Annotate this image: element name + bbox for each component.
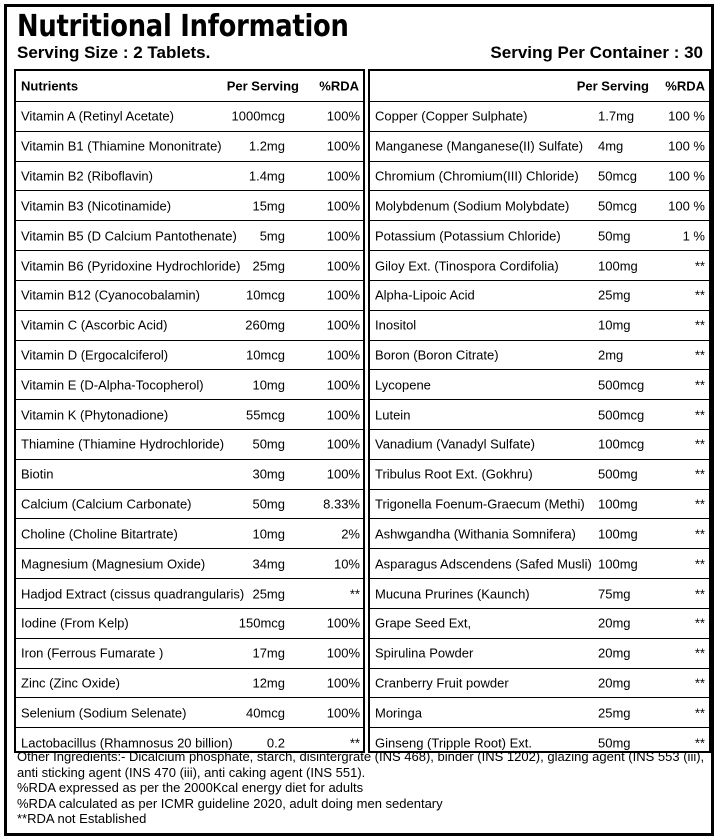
per-serving-value: 1000mcg (231, 108, 285, 124)
nutrient-name: Grape Seed Ext, (375, 615, 472, 631)
rda-value: 100% (326, 377, 360, 393)
table-row (370, 280, 709, 310)
nutrient-name: Manganese (Manganese(II) Sulfate) (375, 138, 584, 154)
nutrient-name: Vitamin D (Ergocalciferol) (21, 347, 169, 363)
rda-value: 100 % (668, 138, 705, 154)
header-per-serving: Per Serving (226, 78, 299, 94)
nutrient-name: Molybdenum (Sodium Molybdate) (375, 198, 570, 214)
nutrient-name: Potassium (Potassium Chloride) (375, 228, 561, 244)
rda-value: 1 % (682, 228, 705, 244)
per-serving-value: 1.7mg (598, 108, 635, 124)
other-ingredients: Other Ingredients:- Dicalcium phosphate, starch, disintergrate (INS 468), binder (INS 1202), glazing agent (INS 553 (iii), anti sticking agent (INS 470 (iii), anti caking agent (INS 551). (17, 749, 705, 780)
per-serving-value: 75mg (598, 586, 631, 602)
table-row (370, 578, 709, 608)
per-serving-value: 15mg (252, 198, 285, 214)
rda-value: ** (694, 645, 705, 661)
rda-value: ** (694, 377, 705, 393)
table-row (370, 668, 709, 698)
rda-note-not-established: **RDA not Established (17, 811, 147, 826)
table-row (16, 220, 363, 250)
rda-value: 100 % (668, 108, 705, 124)
per-serving-value: 10mg (252, 526, 285, 542)
table-row (370, 489, 709, 519)
rda-value: 100% (326, 258, 360, 273)
nutrition-panel (4, 4, 714, 836)
per-serving-value: 17mg (252, 645, 285, 661)
header-per-serving: Per Serving (576, 78, 649, 94)
per-serving-value: 10mcg (245, 287, 285, 303)
table-row (370, 310, 709, 340)
per-serving-value: 50mcg (598, 198, 638, 214)
per-serving-value: 34mg (252, 556, 285, 572)
header-rda: %RDA (665, 78, 705, 94)
table-row (370, 459, 709, 489)
per-serving-value: 100mg (598, 258, 638, 273)
table-row (16, 578, 363, 608)
per-serving-value: 100mg (598, 526, 638, 542)
per-serving-value: 10mg (598, 317, 631, 333)
rda-value: 100% (326, 436, 360, 452)
rda-value: 100% (326, 317, 360, 333)
left-nutrient-table (14, 69, 365, 753)
table-row (16, 369, 363, 399)
nutrient-name: Cranberry Fruit powder (375, 675, 509, 691)
per-serving-value: 50mg (598, 735, 631, 751)
nutrient-name: Asparagus Adscendens (Safed Musli) (375, 556, 592, 572)
table-row (370, 638, 709, 668)
nutrient-name: Boron (Boron Citrate) (375, 347, 499, 363)
table-row (16, 310, 363, 340)
table-row (370, 399, 709, 429)
nutrient-name: Vitamin C (Ascorbic Acid) (21, 317, 168, 333)
nutrient-name: Choline (Choline Bitartrate) (21, 526, 178, 542)
rda-value: ** (694, 317, 705, 333)
nutrient-name: Hadjod Extract (cissus quadrangularis) (21, 586, 245, 602)
nutrient-name: Selenium (Sodium Selenate) (21, 705, 187, 721)
rda-value: ** (694, 586, 705, 602)
per-serving-value: 500mcg (598, 407, 645, 423)
per-serving-value: 20mg (598, 645, 631, 661)
rda-value: 8.33% (323, 496, 360, 512)
rda-value: 2% (341, 526, 360, 542)
nutrient-name: Biotin (21, 466, 54, 482)
nutrient-name: Lycopene (375, 377, 431, 393)
per-serving-value: 2mg (598, 347, 624, 363)
rda-value: ** (349, 586, 360, 602)
per-serving-value: 1.4mg (248, 168, 285, 184)
rda-value: ** (694, 407, 705, 423)
per-serving-value: 30mg (252, 466, 285, 482)
per-serving-value: 1.2mg (248, 138, 285, 154)
serving-per-container: Serving Per Container : 30 (490, 43, 703, 62)
table-row (16, 190, 363, 220)
per-serving-value: 5mg (259, 228, 285, 244)
right-nutrient-table (368, 69, 711, 753)
rda-value: 10% (333, 556, 360, 572)
rda-value: 100 % (668, 168, 705, 184)
table-row (370, 131, 709, 161)
nutrient-name: Vitamin B3 (Nicotinamide) (21, 198, 172, 214)
table-row (370, 161, 709, 191)
per-serving-value: 100mg (598, 556, 638, 572)
table-row (16, 459, 363, 489)
per-serving-value: 500mg (598, 466, 638, 482)
per-serving-value: 10mcg (245, 347, 285, 363)
per-serving-value: 500mcg (598, 377, 645, 393)
nutrient-name: Vitamin B1 (Thiamine Mononitrate) (21, 138, 222, 154)
nutrient-name: Vanadium (Vanadyl Sulfate) (375, 436, 535, 452)
nutrient-name: Copper (Copper Sulphate) (375, 108, 528, 124)
rda-value: ** (694, 466, 705, 482)
nutrient-name: Vitamin E (D-Alpha-Tocopherol) (21, 377, 204, 393)
per-serving-value: 25mg (252, 586, 285, 602)
rda-value: 100% (326, 347, 360, 363)
nutrient-name: Tribulus Root Ext. (Gokhru) (375, 466, 533, 482)
rda-value: 100% (326, 108, 360, 124)
nutrient-name: Vitamin K (Phytonadione) (21, 407, 169, 423)
per-serving-value: 4mg (598, 138, 624, 154)
table-row (16, 399, 363, 429)
table-row (16, 429, 363, 459)
per-serving-value: 50mg (252, 496, 285, 512)
rda-value: 100% (326, 705, 360, 721)
table-row (370, 697, 709, 727)
nutrient-name: Vitamin A (Retinyl Acetate) (21, 108, 174, 124)
rda-value: ** (694, 436, 705, 452)
nutrient-name: Vitamin B2 (Riboflavin) (21, 168, 153, 184)
per-serving-value: 100mg (598, 496, 638, 512)
table-row (370, 518, 709, 548)
per-serving-value: 25mg (598, 287, 631, 303)
table-row (16, 489, 363, 519)
nutrient-name: Iodine (From Kelp) (21, 615, 129, 631)
rda-value: 100% (326, 675, 360, 691)
per-serving-value: 20mg (598, 615, 631, 631)
table-row (16, 101, 363, 131)
rda-value: ** (694, 675, 705, 691)
rda-value: ** (349, 735, 360, 751)
rda-value: ** (694, 496, 705, 512)
per-serving-value: 12mg (252, 675, 285, 691)
table-header (16, 71, 363, 101)
rda-value: 100% (326, 287, 360, 303)
rda-value: ** (694, 556, 705, 572)
rda-value: 100% (326, 228, 360, 244)
nutrient-name: Inositol (375, 317, 417, 333)
rda-value: 100 % (668, 198, 705, 214)
per-serving-value: 25mg (252, 258, 285, 273)
rda-value: 100% (326, 168, 360, 184)
rda-value: 100% (326, 198, 360, 214)
per-serving-value: 150mcg (238, 615, 285, 631)
table-row (16, 518, 363, 548)
table-row (370, 369, 709, 399)
nutrient-name: Iron (Ferrous Fumarate ) (21, 645, 164, 661)
rda-value: 100% (326, 615, 360, 631)
serving-size: Serving Size : 2 Tablets. (17, 43, 211, 62)
table-row (16, 250, 363, 280)
rda-value: ** (694, 615, 705, 631)
rda-value: 100% (326, 138, 360, 154)
per-serving-value: 50mg (598, 228, 631, 244)
nutrient-name: Lactobacillus (Rhamnosus 20 billion) (21, 735, 233, 751)
table-row (370, 190, 709, 220)
rda-value: ** (694, 526, 705, 542)
table-row (16, 697, 363, 727)
table-row (16, 548, 363, 578)
table-row (16, 340, 363, 370)
panel-title: Nutritional Information (17, 9, 349, 44)
rda-note-energy: %RDA expressed as per the 2000Kcal energy diet for adults (17, 780, 364, 795)
rda-note-icmr: %RDA calculated as per ICMR guideline 2020, adult doing men sedentary (17, 795, 443, 811)
table-row (370, 250, 709, 280)
rda-value: ** (694, 347, 705, 363)
nutrient-name: Calcium (Calcium Carbonate) (21, 496, 192, 512)
per-serving-value: 55mcg (245, 407, 285, 423)
rda-value: ** (694, 735, 705, 751)
table-row (16, 280, 363, 310)
table-row (16, 131, 363, 161)
table-row (370, 340, 709, 370)
table-row (16, 638, 363, 668)
nutrient-name: Mucuna Prurines (Kaunch) (375, 586, 530, 602)
nutrient-name: Chromium (Chromium(III) Chloride) (375, 168, 579, 184)
table-row (370, 608, 709, 638)
rda-value: ** (694, 258, 705, 273)
nutrient-name: Giloy Ext. (Tinospora Cordifolia) (375, 258, 559, 273)
table-row (370, 429, 709, 459)
table-row (16, 668, 363, 698)
rda-value: ** (694, 287, 705, 303)
per-serving-value: 100mcg (598, 436, 645, 452)
nutrient-name: Vitamin B5 (D Calcium Pantothenate) (21, 228, 237, 244)
table-row (370, 548, 709, 578)
table-row (370, 220, 709, 250)
nutrient-name: Vitamin B12 (Cyanocobalamin) (21, 287, 200, 303)
per-serving-value: 25mg (598, 705, 631, 721)
rda-value: 100% (326, 407, 360, 423)
per-serving-value: 10mg (252, 377, 285, 393)
table-header (370, 71, 709, 101)
per-serving-value: 40mcg (245, 705, 285, 721)
rda-value: 100% (326, 645, 360, 661)
nutrient-name: Lutein (375, 407, 411, 423)
per-serving-value: 50mg (252, 436, 285, 452)
header-rda: %RDA (319, 78, 359, 94)
table-row (16, 608, 363, 638)
nutrient-name: Ginseng (Tripple Root) Ext. (375, 735, 533, 751)
nutrient-name: Vitamin B6 (Pyridoxine Hydrochloride) (21, 258, 241, 273)
table-row (370, 101, 709, 131)
nutrient-name: Trigonella Foenum-Graecum (Methi) (375, 496, 585, 512)
nutrient-name: Spirulina Powder (375, 645, 474, 661)
rda-value: 100% (326, 466, 360, 482)
per-serving-value: 20mg (598, 675, 631, 691)
nutrient-name: Moringa (375, 705, 422, 721)
nutrient-name: Magnesium (Magnesium Oxide) (21, 556, 206, 572)
per-serving-value: 260mg (245, 317, 285, 333)
table-row (16, 161, 363, 191)
per-serving-value: 0.2 (266, 735, 285, 751)
rda-value: ** (694, 705, 705, 721)
nutrient-name: Alpha-Lipoic Acid (375, 287, 475, 303)
header-nutrients: Nutrients (21, 78, 79, 94)
footer-notes (17, 749, 707, 827)
per-serving-value: 50mcg (598, 168, 638, 184)
nutrient-name: Ashwgandha (Withania Somnifera) (375, 526, 576, 542)
nutrient-name: Zinc (Zinc Oxide) (21, 675, 120, 691)
nutrient-name: Thiamine (Thiamine Hydrochloride) (21, 436, 225, 452)
